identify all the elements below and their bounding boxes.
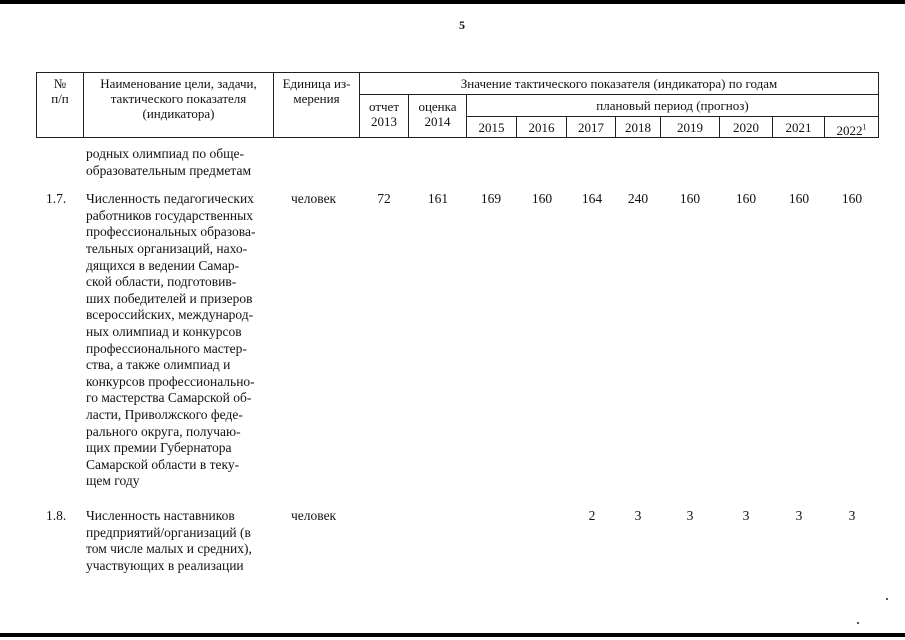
row-name-line: работников государственных: [86, 208, 253, 223]
row-number: 1.8.: [46, 508, 67, 523]
header-year-2021: [772, 116, 825, 138]
header-year-2018: [615, 116, 661, 138]
header-unit: [273, 72, 360, 138]
row-name-line: Численность педагогических: [86, 191, 254, 206]
header-name-line: (индикатора): [142, 106, 215, 121]
row-number: 1.7.: [46, 191, 67, 206]
header-year-label: 2019: [677, 120, 703, 135]
top-rule: [0, 0, 905, 4]
value-2018: 3: [634, 508, 642, 523]
header-plan-title-text: плановый период (прогноз): [596, 98, 749, 113]
row-name-line: рального округа, получаю-: [86, 424, 241, 439]
value-2018: 240: [627, 191, 649, 206]
row-unit: человек: [291, 508, 337, 523]
header-estimate-line: 2014: [424, 114, 451, 129]
header-year-label: [837, 123, 867, 138]
header-year-2020: [719, 116, 773, 138]
header-year-2022: [824, 116, 879, 138]
value-2017: 2: [588, 508, 596, 523]
header-year-label: 2017: [578, 120, 604, 135]
header-report: [359, 94, 409, 138]
row-name-line: ласти, Приволжского феде-: [86, 407, 243, 422]
bottom-rule: [0, 633, 905, 637]
header-year-2015: [466, 116, 517, 138]
value-2021: 3: [795, 508, 803, 523]
row-name-line: участвующих в реализации: [86, 558, 244, 573]
value-2016: 160: [531, 191, 553, 206]
value-2019: 160: [679, 191, 701, 206]
row-name-line: профессиональных образова-: [86, 224, 256, 239]
header-name-line: тактического показателя: [110, 91, 247, 106]
scan-speck: [857, 622, 859, 624]
value-2021: 160: [788, 191, 810, 206]
row-name-line: ства, а также олимпиад и: [86, 357, 231, 372]
row-name-line: профессионального мастер-: [86, 341, 247, 356]
header-year-2019: [660, 116, 720, 138]
header-estimate-line: оценка: [418, 99, 457, 114]
scan-speck: [886, 598, 888, 600]
page-number: 5: [459, 18, 465, 32]
row-name-line: конкурсов профессионально-: [86, 374, 255, 389]
value-2020: 160: [735, 191, 757, 206]
header-year-label: 2020: [733, 120, 759, 135]
header-year-label-text: 2022: [836, 123, 863, 139]
header-year-label: 2021: [785, 120, 812, 135]
header-year-label: 2015: [478, 120, 505, 135]
row-name-line: щем году: [86, 473, 140, 488]
value-2020: 3: [742, 508, 750, 523]
row-name-line: том числе малых и средних),: [86, 541, 252, 556]
header-pp: п/п: [51, 91, 69, 106]
row-name-line: дящихся в ведении Самар-: [86, 258, 240, 273]
row-name-line: предприятий/организаций (в: [86, 525, 251, 540]
value-2022: 3: [848, 508, 856, 523]
row-name-line: ших победителей и призеров: [86, 291, 253, 306]
continuation-line: родных олимпиад по обще-: [86, 146, 245, 161]
row-name-line: ных олимпиад и конкурсов: [86, 324, 242, 339]
row-name-line: го мастерства Самарской об-: [86, 390, 252, 405]
header-report-line: отчет: [369, 99, 399, 114]
row-name-line: Численность наставников: [86, 508, 235, 523]
continuation-line: образовательным предметам: [86, 163, 251, 178]
header-unit-line: Единица из-: [282, 76, 351, 91]
value-2017: 164: [581, 191, 603, 206]
value-2014: 161: [427, 191, 449, 206]
header-plan-title: [466, 94, 879, 117]
header-unit-line: мерения: [293, 91, 340, 106]
header-year-label: 2018: [625, 120, 651, 135]
header-no-symbol: №: [53, 76, 67, 91]
value-2019: 3: [686, 508, 694, 523]
header-name-line: Наименование цели, задачи,: [100, 76, 257, 91]
header-estimate: [408, 94, 467, 138]
row-name-line: ской области, подготовив-: [86, 274, 237, 289]
header-year-2016: [516, 116, 567, 138]
value-2022: 160: [841, 191, 863, 206]
value-2013: 72: [377, 191, 391, 206]
header-value-title: [359, 72, 879, 95]
row-name-line: Самарской области в теку-: [86, 457, 240, 472]
header-no: [36, 72, 84, 138]
row-unit: человек: [291, 191, 337, 206]
row-name-line: щих премии Губернатора: [86, 440, 232, 455]
row-name-line: тельных организаций, нахо-: [86, 241, 248, 256]
value-2015: 169: [480, 191, 502, 206]
header-value-title-text: Значение тактического показателя (индикатора) по годам: [460, 76, 778, 91]
row-name-line: всероссийских, международ-: [86, 307, 254, 322]
header-year-label: 2016: [528, 120, 555, 135]
header-report-line: 2013: [371, 114, 397, 129]
header-year-2017: [566, 116, 616, 138]
footnote-mark: 1: [862, 123, 867, 132]
header-name: [83, 72, 274, 138]
